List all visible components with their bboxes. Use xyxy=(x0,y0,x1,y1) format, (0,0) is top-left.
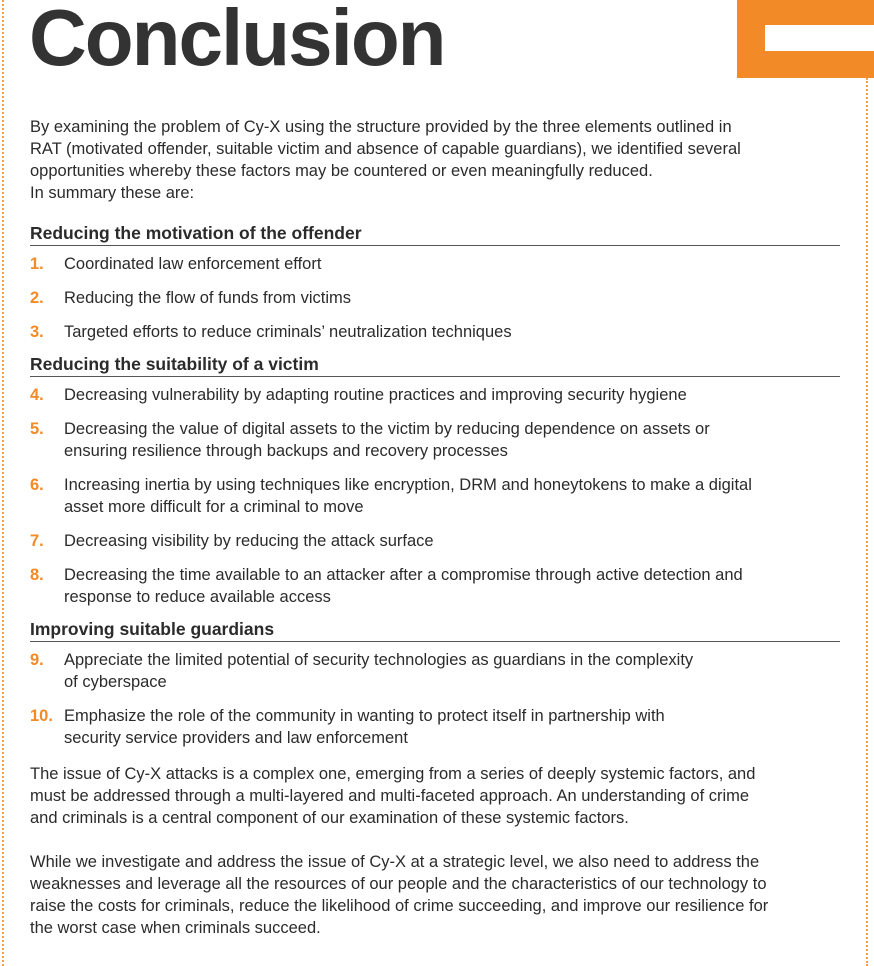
list-item: 8. Decreasing the time available to an attacker after a compromise through active detection and response to reduce available access xyxy=(30,566,743,606)
item-number: 7. xyxy=(30,532,44,550)
list-item: 5. Decreasing the value of digital assets to the victim by reducing dependence on assets or ensuring resilience through backups and recovery processes xyxy=(30,420,710,460)
section-guardians xyxy=(30,618,840,749)
section-heading: Improving suitable guardians xyxy=(30,618,840,642)
item-number: 3. xyxy=(30,323,44,341)
list-item: 7. Decreasing visibility by reducing the attack surface xyxy=(30,532,434,550)
left-dotted-border xyxy=(2,0,4,966)
list-item: 3. Targeted efforts to reduce criminals’ neutralization techniques xyxy=(30,323,512,341)
closing-paragraph: While we investigate and address the issue of Cy-X at a strategic level, we also need to address the weaknesses and leverage all the resources of our people and the characteristics of our technology to raise the costs for criminals, reduce the likelihood of crime succeeding, and improve our resilience for the worst case when criminals succeed. xyxy=(30,853,769,937)
closing-paragraph: The issue of Cy-X attacks is a complex one, emerging from a series of deeply systemic factors, and must be addressed through a multi-layered and multi-faceted approach. An understanding of crime and criminals is a central component of our examination of these systemic factors. xyxy=(30,765,756,827)
list-item: 6. Increasing inertia by using techniques like encryption, DRM and honeytokens to make a digital asset more difficult for a criminal to move xyxy=(30,476,752,516)
item-number: 2. xyxy=(30,289,44,307)
item-list xyxy=(30,384,840,608)
section-heading: Reducing the suitability of a victim xyxy=(30,353,840,377)
intro-paragraph: By examining the problem of Cy-X using the structure provided by the three elements outlined in RAT (motivated offender, suitable victim and absence of capable guardians), we identified several opportunities whereby these factors may be countered or even meaningfully reduced. In summary these are: xyxy=(30,118,741,202)
item-number: 1. xyxy=(30,255,44,273)
item-number: 10. xyxy=(30,707,53,725)
right-dotted-border xyxy=(866,78,868,966)
item-list xyxy=(30,649,840,749)
item-number: 6. xyxy=(30,476,44,494)
corner-accent-bar xyxy=(765,25,874,51)
corner-accent-block xyxy=(737,0,874,78)
list-item: 10. Emphasize the role of the community in wanting to protect itself in partnership with security service providers and law enforcement xyxy=(30,707,665,747)
item-number: 4. xyxy=(30,386,44,404)
item-number: 5. xyxy=(30,420,44,438)
item-number: 8. xyxy=(30,566,44,584)
section-motivation xyxy=(30,222,840,343)
item-list xyxy=(30,253,840,343)
item-number: 9. xyxy=(30,651,44,669)
list-item: 1. Coordinated law enforcement effort xyxy=(30,255,322,273)
section-victim xyxy=(30,353,840,608)
page-title: Conclusion xyxy=(29,0,445,82)
section-heading: Reducing the motivation of the offender xyxy=(30,222,840,246)
list-item: 4. Decreasing vulnerability by adapting routine practices and improving security hygiene xyxy=(30,386,687,404)
document-body xyxy=(30,116,840,939)
list-item: 2. Reducing the flow of funds from victims xyxy=(30,289,352,307)
list-item: 9. Appreciate the limited potential of security technologies as guardians in the complexity of cyberspace xyxy=(30,651,694,691)
